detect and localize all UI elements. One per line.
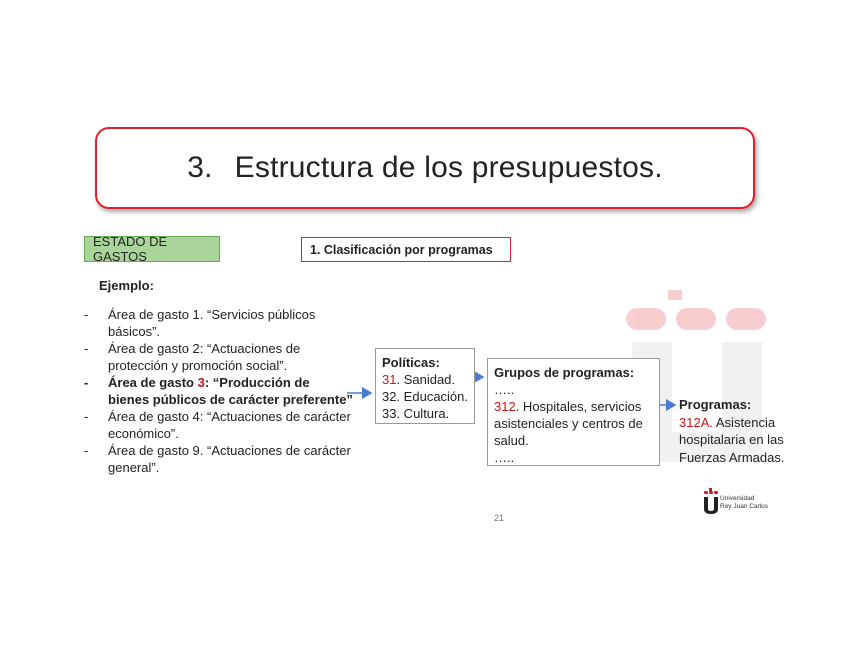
estado-gastos-tag: ESTADO DE GASTOS xyxy=(84,236,220,262)
politica-text: . Sanidad. xyxy=(396,372,456,387)
grupos-title: Grupos de programas: xyxy=(494,365,635,380)
programas-title: Programas: xyxy=(679,397,752,412)
list-item-text: Área de gasto xyxy=(108,375,198,390)
list-item-text: Área de gasto 9. “Actuaciones de carácter general”. xyxy=(108,443,351,475)
grupo-code: 312 xyxy=(494,399,516,414)
list-item-text: Área de gasto 1. “Servicios públicos básicos”. xyxy=(108,307,316,339)
grupos-ellipsis: ….. xyxy=(494,382,515,397)
programas-block xyxy=(679,396,789,466)
list-dash: - xyxy=(84,307,89,322)
grupos-ellipsis: ….. xyxy=(494,450,515,465)
politicas-title: Políticas: xyxy=(382,355,440,370)
politica-item xyxy=(382,371,468,388)
logo-line-1: Universidad xyxy=(720,495,755,502)
list-item-text: : “Producción de bienes públicos de carácter preferente” xyxy=(108,375,353,407)
ejemplo-heading: Ejemplo: xyxy=(99,278,154,293)
grupo-item xyxy=(494,398,653,449)
logo-line-2: Rey Juan Carlos xyxy=(720,502,769,510)
clasificacion-tag: 1. Clasificación por programas xyxy=(301,237,511,262)
list-dash: - xyxy=(84,443,89,458)
programa-item xyxy=(679,414,789,467)
grupos-box xyxy=(487,358,660,466)
area-number: 3 xyxy=(197,375,205,390)
programa-text: Asistencia hospitalaria en las Fuerzas Armadas. xyxy=(679,414,785,465)
urjc-logo-text xyxy=(720,495,768,510)
programa-code: 312A. xyxy=(679,414,713,430)
politicas-box xyxy=(375,348,475,424)
politica-code: 31 xyxy=(382,372,397,387)
list-dash: - xyxy=(84,341,89,356)
grupo-text: . Hospitales, servicios asistenciales y centros de salud. xyxy=(494,399,643,448)
politica-item: 32. Educación. xyxy=(382,389,469,404)
page-number: 21 xyxy=(494,513,505,523)
title-text: Estructura de los presupuestos. xyxy=(234,151,663,184)
list-item-text: Área de gasto 4: “Actuaciones de carácter económico”. xyxy=(108,409,351,441)
list-dash: - xyxy=(84,409,89,424)
list-dash: - xyxy=(84,375,89,390)
politica-item: 33. Cultura. xyxy=(382,406,450,421)
title-number: 3. xyxy=(187,151,213,184)
list-item-text: Área de gasto 2: “Actuaciones de protección y promoción social”. xyxy=(108,341,301,373)
